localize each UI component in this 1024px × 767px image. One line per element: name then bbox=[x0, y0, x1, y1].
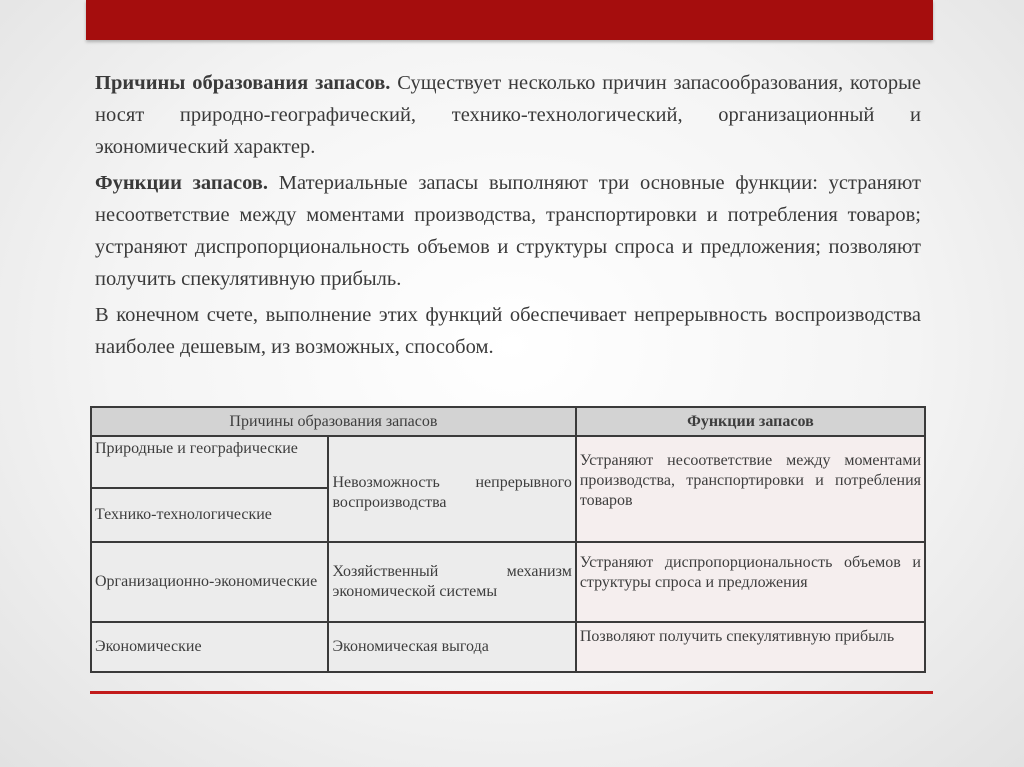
paragraph-conclusion: В конечном счете, выполнение этих функций обеспечивает непрерывность воспроизводства наиболее дешевым, из возможных, способом. bbox=[95, 304, 921, 358]
bottom-accent-line bbox=[90, 691, 933, 694]
function-cell: Устраняют диспропорциональность объемов и структуры спроса и предложения bbox=[576, 542, 925, 622]
heading-functions: Функции запасов. bbox=[95, 172, 268, 194]
table-row bbox=[91, 622, 925, 672]
header-causes: Причины образования запасов bbox=[91, 407, 576, 436]
mechanism-cell: Невозможность непрерывного воспроизводства bbox=[328, 436, 575, 542]
paragraph-causes-text: Существует несколько причин запасообразования, которые носят природно-географический, технико-технологический, организационный и экономический характер. bbox=[95, 72, 921, 158]
table-header-row bbox=[91, 407, 925, 436]
function-cell: Позволяют получить спекулятивную прибыль bbox=[576, 622, 925, 672]
cause-cell: Технико-технологические bbox=[91, 488, 328, 542]
causes-functions-table bbox=[90, 406, 926, 673]
cause-cell: Природные и географические bbox=[91, 436, 328, 488]
header-functions: Функции запасов bbox=[576, 407, 925, 436]
cause-cell: Экономические bbox=[91, 622, 328, 672]
table-row bbox=[91, 542, 925, 622]
table-row bbox=[91, 436, 925, 488]
paragraph-functions-text: Материальные запасы выполняют три основные функции: устраняют несоответствие между моментами производства, транспортировки и потребления товаров; устраняют диспропорциональность объемов и структуры спроса и предложения; позволяют получить спекулятивную прибыль. bbox=[95, 172, 921, 290]
heading-causes: Причины образования запасов. bbox=[95, 72, 391, 94]
mechanism-cell: Экономическая выгода bbox=[328, 622, 575, 672]
mechanism-cell: Хозяйственный механизм экономической системы bbox=[328, 542, 575, 622]
function-cell: Устраняют несоответствие между моментами производства, транспортировки и потребления товаров bbox=[576, 436, 925, 542]
top-accent-bar bbox=[86, 0, 933, 40]
cause-cell: Организационно-экономические bbox=[91, 542, 328, 622]
paragraph-causes bbox=[95, 67, 921, 163]
body-text bbox=[95, 67, 921, 367]
paragraph-functions bbox=[95, 167, 921, 295]
